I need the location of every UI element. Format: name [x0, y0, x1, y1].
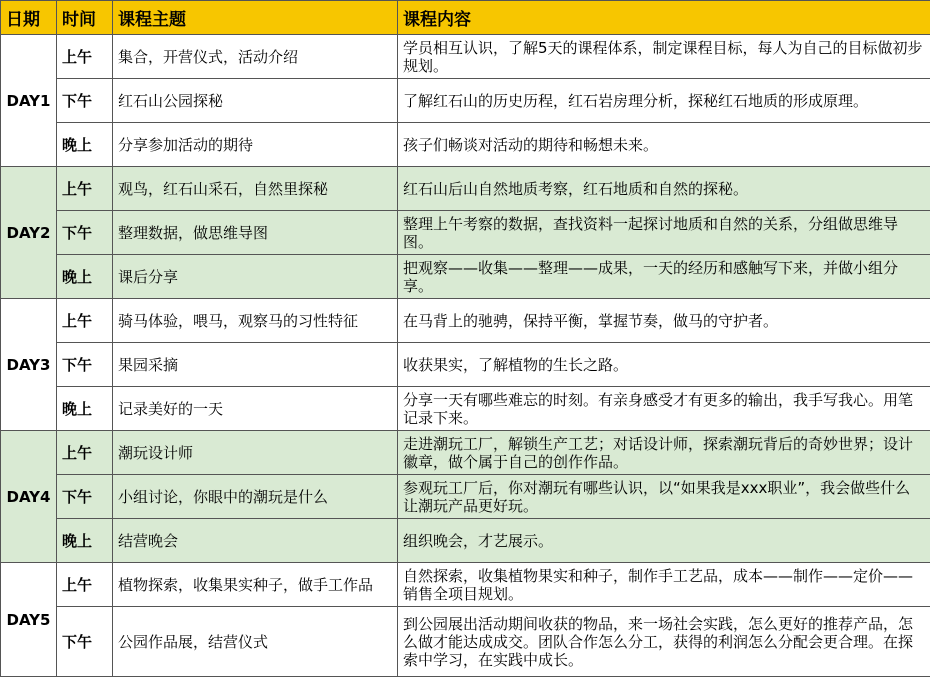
course-content: 收获果实，了解植物的生长之路。 — [398, 343, 930, 387]
course-content: 自然探索，收集植物果实和种子，制作手工艺品，成本——制作——定价——销售全项目规划。 — [398, 563, 930, 607]
time-slot: 下午 — [57, 475, 113, 519]
table-row — [1, 343, 930, 387]
course-content: 到公园展出活动期间收获的物品，来一场社会实践，怎么更好的推荐产品，怎么做才能达成成交。团队合作怎么分工，获得的利润怎么分配会更合理。在探索中学习，在实践中成长。 — [398, 607, 930, 677]
table-row — [1, 299, 930, 343]
course-topic: 植物探索，收集果实种子，做手工作品 — [113, 563, 398, 607]
course-content: 学员相互认识，了解5天的课程体系，制定课程目标，每人为自己的目标做初步规划。 — [398, 35, 930, 79]
table-row — [1, 607, 930, 677]
course-topic: 小组讨论，你眼中的潮玩是什么 — [113, 475, 398, 519]
course-topic: 整理数据，做思维导图 — [113, 211, 398, 255]
table-row — [1, 255, 930, 299]
course-content: 孩子们畅谈对活动的期待和畅想未来。 — [398, 123, 930, 167]
header-topic: 课程主题 — [113, 1, 398, 35]
header-row — [1, 1, 930, 35]
course-content: 整理上午考察的数据，查找资料一起探讨地质和自然的关系，分组做思维导图。 — [398, 211, 930, 255]
table-row — [1, 35, 930, 79]
course-content: 红石山后山自然地质考察，红石地质和自然的探秘。 — [398, 167, 930, 211]
course-topic: 骑马体验，喂马，观察马的习性特征 — [113, 299, 398, 343]
time-slot: 下午 — [57, 79, 113, 123]
schedule-body — [1, 35, 930, 677]
time-slot: 晚上 — [57, 387, 113, 431]
time-slot: 上午 — [57, 167, 113, 211]
header-time: 时间 — [57, 1, 113, 35]
time-slot: 下午 — [57, 607, 113, 677]
course-topic: 潮玩设计师 — [113, 431, 398, 475]
table-row — [1, 431, 930, 475]
table-row — [1, 387, 930, 431]
time-slot: 上午 — [57, 563, 113, 607]
course-topic: 结营晚会 — [113, 519, 398, 563]
table-row — [1, 475, 930, 519]
time-slot: 上午 — [57, 431, 113, 475]
table-row — [1, 519, 930, 563]
day-label: DAY1 — [1, 35, 57, 167]
time-slot: 下午 — [57, 211, 113, 255]
course-topic: 课后分享 — [113, 255, 398, 299]
time-slot: 晚上 — [57, 519, 113, 563]
course-topic: 分享参加活动的期待 — [113, 123, 398, 167]
table-row — [1, 563, 930, 607]
course-topic: 果园采摘 — [113, 343, 398, 387]
course-content: 参观玩工厂后，你对潮玩有哪些认识，以“如果我是xxx职业”，我会做些什么让潮玩产品更好玩。 — [398, 475, 930, 519]
course-content: 在马背上的驰骋，保持平衡，掌握节奏，做马的守护者。 — [398, 299, 930, 343]
course-content: 分享一天有哪些难忘的时刻。有亲身感受才有更多的输出，我手写我心。用笔记录下来。 — [398, 387, 930, 431]
table-row — [1, 167, 930, 211]
course-content: 走进潮玩工厂，解锁生产工艺；对话设计师，探索潮玩背后的奇妙世界；设计徽章，做个属于自己的创作作品。 — [398, 431, 930, 475]
course-content: 了解红石山的历史历程，红石岩房理分析，探秘红石地质的形成原理。 — [398, 79, 930, 123]
table-row — [1, 79, 930, 123]
course-topic: 集合，开营仪式，活动介绍 — [113, 35, 398, 79]
table-row — [1, 211, 930, 255]
table-row — [1, 123, 930, 167]
time-slot: 下午 — [57, 343, 113, 387]
day-label: DAY4 — [1, 431, 57, 563]
time-slot: 晚上 — [57, 123, 113, 167]
course-content: 把观察——收集——整理——成果，一天的经历和感触写下来，并做小组分享。 — [398, 255, 930, 299]
day-label: DAY2 — [1, 167, 57, 299]
course-content: 组织晚会，才艺展示。 — [398, 519, 930, 563]
time-slot: 上午 — [57, 35, 113, 79]
course-topic: 公园作品展，结营仪式 — [113, 607, 398, 677]
day-label: DAY3 — [1, 299, 57, 431]
course-topic: 红石山公园探秘 — [113, 79, 398, 123]
course-topic: 观鸟，红石山采石，自然里探秘 — [113, 167, 398, 211]
day-label: DAY5 — [1, 563, 57, 677]
course-topic: 记录美好的一天 — [113, 387, 398, 431]
header-content: 课程内容 — [398, 1, 930, 35]
time-slot: 上午 — [57, 299, 113, 343]
time-slot: 晚上 — [57, 255, 113, 299]
header-date: 日期 — [1, 1, 57, 35]
